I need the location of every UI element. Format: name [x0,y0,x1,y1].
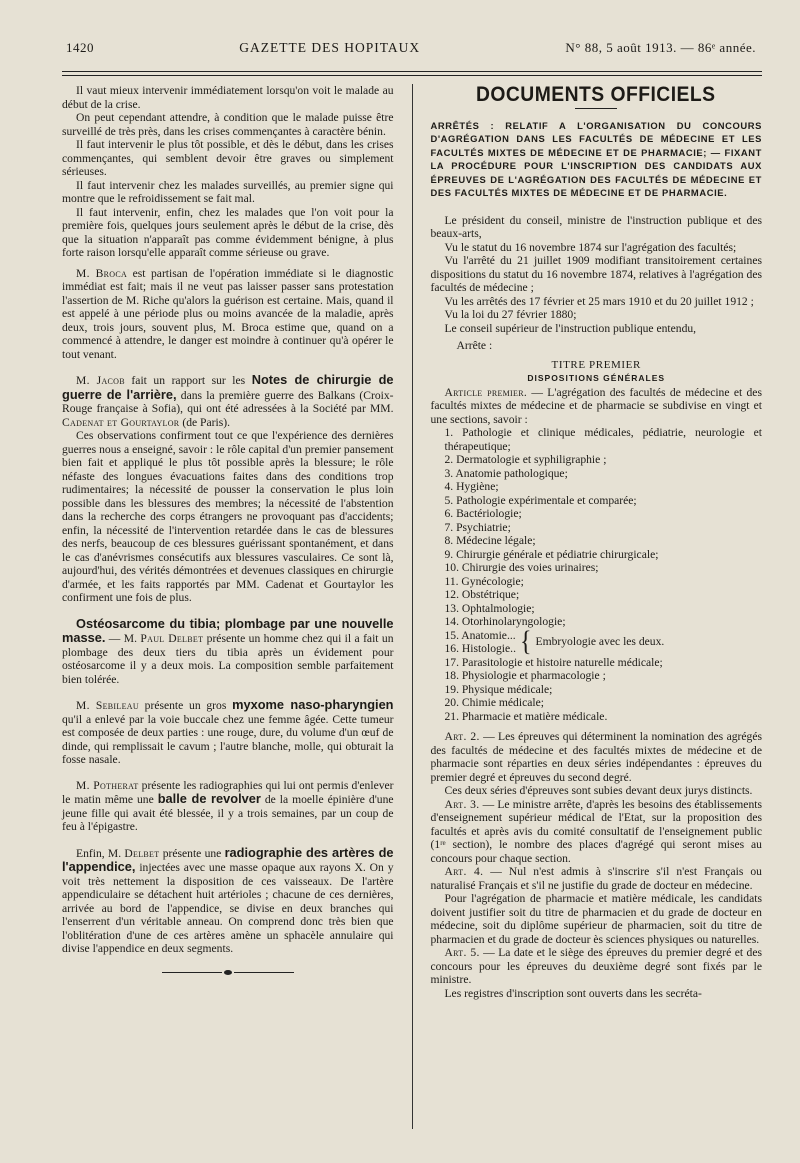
author-name: M. Broca [76,266,128,280]
article-label: Art. 2. [444,730,480,743]
article-2 [430,730,762,784]
author-name: M. Sebileau [76,699,139,712]
paragraph-text: présente une [159,846,225,860]
paragraph-delbet [62,846,394,956]
decree-title: ARRÊTÉS : RELATIF A L'ORGANISATION DU CONCOURS D'AGRÉGATION DANS LES FACULTÉS DE MÉDECINE ET LES FACULTÉS MIXTES DE MÉDECINE ET DE PHARMACIE; — FIXANT LA PROCÉDURE POUR L'INSCRIPTION DES CANDIDATS AUX ÉPREUVES DE L'AGRÉGATION DES FACULTÉS DE MÉDECINE ET DES FACULTÉS MIXTES DE MÉDECINE ET DE PHARMACIE. [430,119,762,198]
left-column [62,84,394,1129]
ornament-dot [224,970,232,975]
paragraph-text: (de Paris). [179,415,231,429]
journal-title: GAZETTE DES HOPITAUX [239,40,421,55]
author-name: Delbet [124,846,160,860]
paragraph: Vu la loi du 27 février 1880; [444,308,577,321]
list-item: 1. Pathologie et clinique médicales, pédiatrie, neurologie et thérapeutique; [444,426,762,453]
paragraph-osteosarcome [62,617,394,687]
paragraph-text: est partisan de l'opération immédiate si le diagnostic immédiat est fait; mais il ne veut pas laisser passer sans protestation l'assertion de M. Riche qu'alors la guérison est certaine. Mais, quand il est appelé à une période plus ou moins avancée de la maladie, après deux, trois jours, souvent plus, M. Broca estime que, quand on a commencé à attendre, le danger est moindre à continuer qu'à opérer le tout venant. [62,266,394,361]
list-item: 16. Histologie.. [444,642,516,655]
paragraph-text: Enfin, M. [76,846,125,860]
article-text: — L'agrégation des facultés de médecine et des facultés mixtes de médecine et de pharmacie se subdivise en vingt et une sections, savoir : [430,385,762,426]
list-item: 10. Chirurgie des voies urinaires; [444,561,599,574]
paragraph-broca [62,267,394,362]
list-item: 21. Pharmacie et matière médicale. [444,709,608,723]
dispositions-heading: DISPOSITIONS GÉNÉRALES [527,373,666,383]
ornament-line [162,972,222,973]
author-name: Paul Delbet [140,632,204,645]
article-text: — La date et le siège des épreuves du premier degré et des concours pour les épreuves du deuxième degré sont fixés par le ministre. [430,946,762,986]
topic-heading: radiographie des artères de l'appendice, [62,844,394,874]
ornament-line [234,972,294,973]
page-header [62,40,762,56]
paragraph-text: qu'il a enlevé par la voie buccale chez une femme âgée. Cette tumeur est composée de deux parties : une rouge, dure, du volume d'un œuf de dinde, qui remplissait le cavum ; l'autre blanche, molle, qui obturait la fosse nasale. [62,712,394,766]
paragraph-jacob [62,373,394,429]
paragraph-text: présente un gros [138,699,233,712]
columns [62,84,762,1129]
paragraph-text: présente les radiographies qui lui ont permis d'enlever le matin même une [62,778,394,806]
sections-list [430,426,762,629]
paragraph-text: de la moelle épinière d'une jeune fille qui avait été blessée, il y a trois semaines, par un coup de feu à l'épigastre. [62,793,394,833]
article-3 [430,798,762,866]
list-item: 19. Physique médicale; [444,682,553,696]
paragraph: Ces deux séries d'épreuves sont subies devant deux jurys distincts. [444,784,753,797]
list-item: 9. Chirurgie générale et pédiatrie chirurgicale; [444,547,659,561]
paragraph: On peut cependant attendre, à condition que le malade puisse être surveillé de très près, dans les crises commençantes à caractère bénin. [62,111,394,138]
titre-premier: TITRE PREMIER [551,358,641,371]
braced-sections [430,626,762,658]
article-label: Art. 3. [444,797,480,811]
paragraph-text: fait un rapport sur les [124,374,252,387]
paragraph: Le conseil supérieur de l'instruction publique entendu, [444,321,697,335]
list-item: 17. Parasitologie et histoire naturelle médicale; [444,655,663,669]
article-5 [430,946,762,987]
list-item: 5. Pathologie expérimentale et comparée; [444,493,637,507]
paragraph-text: présente un homme chez qui il a fait un plombage des deux tiers du tibia après un évidement pour ostéosarcome il y a deux mois. La composition semble parfaitement bien tolérée. [62,632,394,686]
paragraph: Il faut intervenir le plus tôt possible, et dès le début, dans les crises commençantes, qui semblent devoir être graves ou simplement sérieuses. [62,138,394,178]
paragraph: Les registres d'inscription sont ouverts dans les secréta- [444,986,702,1000]
brace-note: Embryologie avec les deux. [535,635,665,649]
paragraph: Vu le statut du 16 novembre 1874 sur l'agrégation des facultés; [444,240,737,254]
end-ornament [62,970,394,975]
topic-heading: balle de revolver [157,791,261,806]
section-title: DOCUMENTS OFFICIELS [476,83,716,106]
column-divider [412,84,413,1129]
list-item: 4. Hygiène; [444,480,499,493]
author-name: M. Potherat [76,778,139,792]
paragraph-text: dans la première guerre des Balkans (Croix-Rouge française à Sofia), qui ont été adressées à la Société par MM. [62,388,394,415]
list-item: 13. Ophtalmologie; [444,601,535,615]
list-item: 15. Anatomie... [444,628,516,642]
page-number: 1420 [66,40,94,55]
list-item: 8. Médecine légale; [444,534,536,547]
right-column [430,84,762,1129]
article-label: Art. 4. [444,865,484,878]
author-name: Cadenat et Gourtaylor [62,415,180,429]
paragraph-text: — M. [105,632,141,645]
header-rule [62,71,762,76]
title-rule [575,108,617,109]
article-text: — Les épreuves qui déterminent la nomination des agrégés des facultés de médecine et des facultés mixtes de médecine et de pharmacie sont réparties en deux séries indépendantes : épreuves du premier degré et épreuves du second degré. [430,730,762,784]
paragraph-text: injectées avec une masse opaque aux rayons X. On y voit très nettement la disposition de ces vaisseaux. De l'artère appendiculaire se détachent huit artérioles ; chacune de ces dernières, arrivée au bord de l'appendice, se divise en deux branches qui l'enserrent d'un véritable anneau. On comprend donc très bien que l'oblitération d'une de ces artères amène un sphacèle annulaire qui divise l'appendice en deux segments. [62,861,394,955]
paragraph: Il faut intervenir chez les malades surveillés, au premier signe qui montre que le refroidissement se fait mal. [62,178,394,205]
article-4 [430,865,762,892]
article-label: Article premier. [444,385,528,399]
author-name: M. Jacob [76,374,125,387]
list-item: 18. Physiologie et pharmacologie ; [444,669,606,682]
list-item: 14. Otorhinolaryngologie; [444,615,566,628]
paragraph: Vu les arrêtés des 17 février et 25 mars 1910 et du 20 juillet 1912 ; [444,294,754,308]
arrete-label: Arrête : [456,339,493,352]
article-1 [430,386,762,427]
list-item: 6. Bactériologie; [444,507,522,520]
list-item: 11. Gynécologie; [444,574,524,588]
issue-info: N° 88, 5 août 1913. — 86ᵉ année. [565,40,756,55]
brace-glyph: { [519,626,532,658]
article-label: Art. 5. [444,946,480,959]
paragraph: Il vaut mieux intervenir immédiatement lorsqu'on voit le malade au début de la crise. [62,84,394,111]
paragraph-sebileau [62,698,394,767]
sections-list-continued [430,656,762,724]
list-item: 2. Dermatologie et syphiligraphie ; [444,453,607,466]
paragraph-potherat [62,779,394,834]
paragraph: Le président du conseil, ministre de l'instruction publique et des beaux-arts, [430,213,762,240]
article-text: — Le ministre arrête, d'après les besoins des établissements d'enseignement supérieur médical de l'Etat, sur la proposition des facultés et après avis du comité consultatif de l'enseignement public (1ʳᵉ section), le nombre des places d'agrégé qui seront mises au concours pour chaque section. [430,797,762,865]
paragraph: Pour l'agrégation de pharmacie et matière médicale, les candidats doivent justifier soit du titre de pharmacien et du grade de docteur en médecine, soit du diplôme supérieur de pharmacien, soit du titre de pharmacien et du grade de docteur ès sciences physiques ou naturelles. [430,892,762,946]
paragraph: Il faut intervenir, enfin, chez les malades que l'on voit pour la première fois, quelques jours seulement après le début de la crise, dès que la situation n'apparaît pas comme évidemment bénigne, à plus forte raison lorsqu'elle apparaît comme sérieuse ou grave. [62,205,394,259]
braced-items [444,629,516,656]
topic-heading: myxome naso-pharyngien [232,697,394,712]
paragraph: Vu l'arrêté du 21 juillet 1909 modifiant transitoirement certaines dispositions du statut du 16 novembre 1874, relatives à l'agrégation des facultés de médecine ; [430,254,762,294]
article-text: — Nul n'est admis à s'inscrire s'il n'est Français ou naturalisé Français et s'il ne justifie du grade de docteur en médecine. [430,865,762,892]
topic-heading: Notes de chirurgie de guerre de l'arrière, [62,372,394,402]
list-item: 20. Chimie médicale; [444,696,544,709]
topic-heading: Ostéosarcome du tibia; plombage par une nouvelle masse. [62,615,394,645]
list-item: 12. Obstétrique; [444,588,520,601]
list-item: 7. Psychiatrie; [444,520,511,534]
paragraph: Ces observations confirment tout ce que l'expérience des dernières guerres nous a enseigné, savoir : le rôle capital d'un premier pansement bien fait et appliqué le plus tôt possible après la blessure; le rôle néfaste des longues évacuations faites dans des conditions trop rudimentaires; la nécessité de pousser la conservation le plus loin possible dans les blessures des membres; la nécessité de l'abstention dans la recherche des corps étrangers ne provoquant pas d'accidents; enfin, la nécessité de l'intervention retardée dans le cas de blessures des nerfs, beaucoup de ces blessures guérissant spontanément, et dans le cas d'anévrismes consécutifs aux blessures vasculaires. Ce sont là, aujourd'hui, des vérités démontrées et devenues classiques en chirurgie d'armée, et les faits rapportés par MM. Cadenat et Gourtaylor les confirment une fois de plus. [62,429,394,604]
list-item: 3. Anatomie pathologique; [444,466,568,480]
